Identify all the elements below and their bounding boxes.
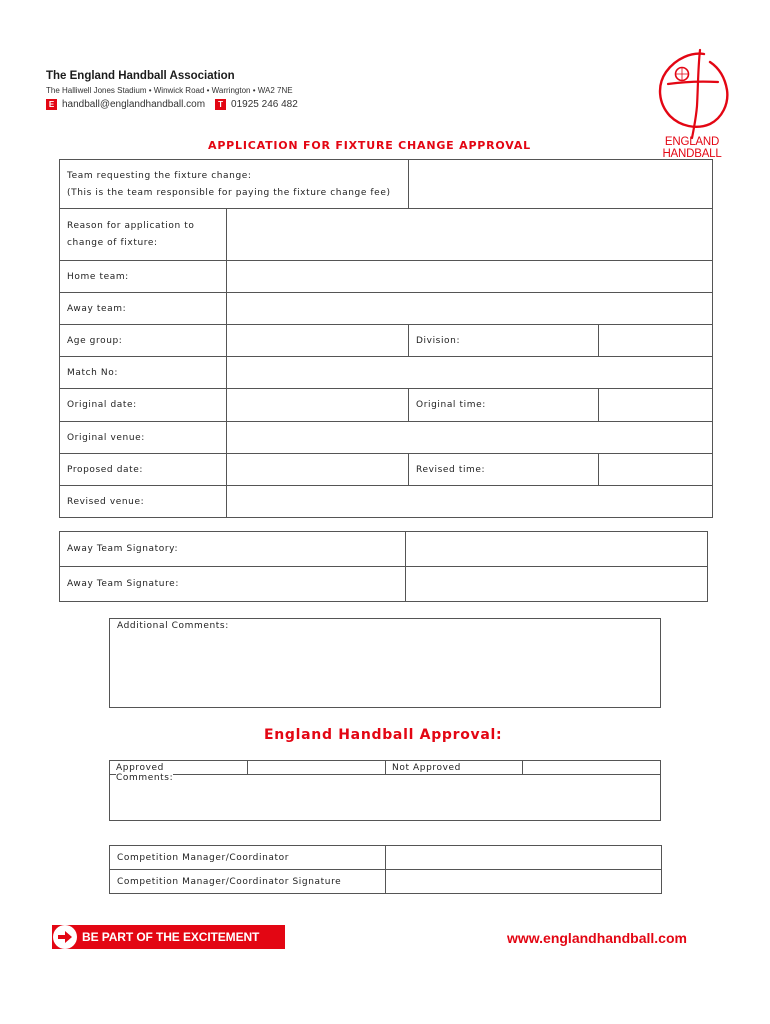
away-team-input[interactable] [227, 293, 713, 325]
revised-time-label: Revised time: [409, 454, 599, 486]
proposed-date-input[interactable] [227, 454, 409, 486]
original-time-input[interactable] [599, 389, 713, 422]
reason-label [60, 209, 227, 261]
competition-manager-signature-label: Competition Manager/Coordinator Signature [110, 870, 386, 894]
organisation-address: The Halliwell Jones Stadium • Winwick Road • Warrington • WA2 7NE [46, 86, 293, 95]
team-requesting-line1: Team requesting the fixture change: [67, 170, 252, 181]
original-venue-label: Original venue: [60, 422, 227, 454]
away-signature-label: Away Team Signature: [60, 567, 406, 602]
away-signatory-label: Away Team Signatory: [60, 532, 406, 567]
approved-checkbox[interactable] [248, 761, 386, 775]
match-no-label: Match No: [60, 357, 227, 389]
logo-wordmark [652, 136, 732, 160]
tagline-banner [52, 925, 285, 949]
competition-manager-table [109, 845, 662, 894]
age-group-input[interactable] [227, 325, 409, 357]
reason-input[interactable] [227, 209, 713, 261]
competition-manager-input[interactable] [386, 846, 662, 870]
team-requesting-line2: (This is the team responsible for paying the fixture change fee) [67, 187, 391, 198]
arrow-right-icon [53, 925, 77, 949]
competition-manager-label: Competition Manager/Coordinator [110, 846, 386, 870]
approval-box [109, 760, 661, 821]
reason-line2: change of fixture: [67, 238, 158, 248]
approved-label: Approved [110, 761, 248, 775]
team-requesting-label [60, 160, 409, 209]
age-group-label: Age group: [60, 325, 227, 357]
original-date-label: Original date: [60, 389, 227, 422]
not-approved-checkbox[interactable] [523, 761, 660, 775]
approval-title: England Handball Approval: [264, 727, 503, 743]
additional-comments-label: Additional Comments: [117, 621, 229, 631]
revised-venue-label: Revised venue: [60, 486, 227, 518]
email-address[interactable]: handball@englandhandball.com [62, 99, 206, 110]
fixture-details-table [59, 159, 713, 518]
revised-time-input[interactable] [599, 454, 713, 486]
phone-number: 01925 246 482 [231, 99, 298, 110]
proposed-date-label: Proposed date: [60, 454, 227, 486]
team-requesting-input[interactable] [409, 160, 713, 209]
email-badge: E [46, 99, 57, 110]
away-signature-input[interactable] [406, 567, 708, 602]
approval-row [110, 761, 660, 775]
form-title: APPLICATION FOR FIXTURE CHANGE APPROVAL [208, 139, 531, 152]
original-time-label: Original time: [409, 389, 599, 422]
organisation-name: The England Handball Association [46, 70, 235, 82]
approval-comments-label: Comments: [116, 773, 174, 783]
away-team-label: Away team: [60, 293, 227, 325]
competition-manager-signature-input[interactable] [386, 870, 662, 894]
tagline-text: BE PART OF THE EXCITEMENT [82, 930, 260, 944]
home-team-input[interactable] [227, 261, 713, 293]
division-label: Division: [409, 325, 599, 357]
away-signatory-table [59, 531, 708, 602]
home-team-label: Home team: [60, 261, 227, 293]
logo-line-england: ENGLAND [664, 136, 720, 148]
match-no-input[interactable] [227, 357, 713, 389]
away-signatory-input[interactable] [406, 532, 708, 567]
original-date-input[interactable] [227, 389, 409, 422]
not-approved-label: Not Approved [386, 761, 523, 775]
original-venue-input[interactable] [227, 422, 713, 454]
reason-line1: Reason for application to [67, 221, 195, 231]
website-link[interactable]: www.englandhandball.com [507, 930, 687, 946]
phone-badge: T [215, 99, 226, 110]
division-input[interactable] [599, 325, 713, 357]
revised-venue-input[interactable] [227, 486, 713, 518]
logo-line-handball: HANDBALL [662, 148, 722, 160]
contact-line [46, 99, 298, 110]
additional-comments-box[interactable] [109, 618, 661, 708]
